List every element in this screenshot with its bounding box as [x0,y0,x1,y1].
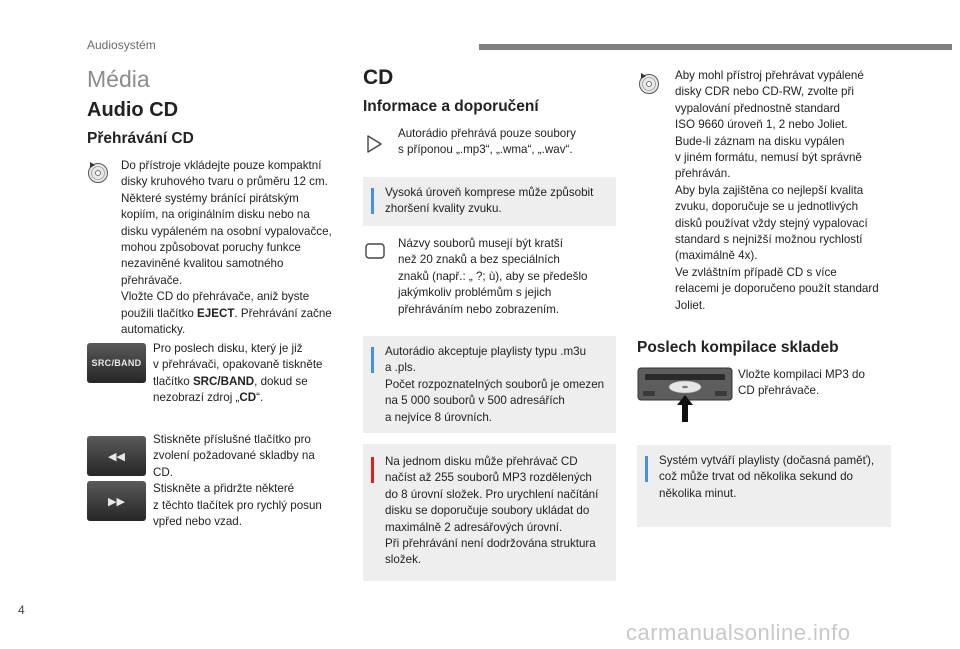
cd-player-icon [637,365,733,423]
info-bar-icon [371,347,374,373]
cd-source-label: CD [239,391,257,405]
system-text: Systém vytváří playlisty (dočasná paměť), což může trvat od několika sekund do několika minut. [659,454,875,500]
compression-info-box [363,177,616,226]
section-header: Audiosystém [87,38,156,52]
header-bar [479,44,952,50]
filenames-text: Názvy souborů musejí být kratší než 20 znaků a bez speciálních znaků (např.: „ ?; ù), aby se předešlo jakýmkoliv problémům s jejich přehráváním nebo zobrazením. [398,237,588,316]
audio-cd-title: Audio CD [87,99,179,121]
compression-text: Vysoká úroveň komprese může způsobit zhoršení kvality zvuku. [385,186,594,216]
disc-icon [87,160,109,184]
play-icon [363,133,385,155]
rewind-icon: ◀◀ [108,450,125,463]
src-text-part3: “. [256,391,264,405]
media-title: Média [87,66,150,92]
rewind-button[interactable] [87,436,146,476]
disc-text-part1: Do přístroje vkládejte pouze kompaktní disky kruhového tvaru o průměru 12 cm. Některé systémy bránící pirátským kopiím, na originálním disku nebo na disku vypáleném na osobní vypalovačce, mohou způsobovat poruchy funkce nezaviněné kvalitou samotného přehrávače. Vložte CD do přehrávače, aniž byste použili tlačítko [121,159,332,320]
warning-bar-icon [371,457,374,483]
note-icon [363,240,387,262]
cd-title: CD [363,66,394,89]
compilation-title: Poslech kompilace skladeb [637,339,839,356]
disc-icon [637,71,661,95]
watermark: carmanualsonline.info [626,620,851,645]
system-info-box [637,445,891,527]
play-files-text: Autorádio přehrává pouze soubory s příponou „.mp3“, „.wma“, „.wav“. [398,127,576,157]
insert-text: Vložte kompilaci MP3 do CD přehrávače. [738,368,865,398]
cdr-text: Aby mohl přístroj přehrávat vypálené disky CDR nebo CD-RW, zvolte při vypalování přednostně standard ISO 9660 úroveň 1, 2 nebo Joliet. Bude-li záznam na disku vypálen v jiném formátu, nemusí být správně přehráván. Aby byla zajištěna co nejlepší kvalita zvuku, doporučuje se u jednotlivých disků používat vždy stejný vypalovací standard s nejnižší možnou rychlostí (maximálně 4x). Ve zvláštním případě CD s více relacemi je doporučeno použít standard Joliet. [675,69,879,312]
playback-title: Přehrávání CD [87,130,194,147]
seek-instructions: Stiskněte příslušné tlačítko pro zvolení požadované skladby na CD. Stiskněte a přidržte některé z těchto tlačítek pro rychlý posun vpřed nebo vzad. [153,433,322,529]
forward-button[interactable] [87,481,146,521]
playlist-info-box [363,336,616,433]
forward-icon: ▶▶ [108,495,125,508]
warning-box [363,444,616,581]
src-text-part2: , dokud se nezobrazí zdroj „ [153,374,308,405]
src-text-part1: Pro poslech disku, který je již v přehrávači, opakovaně tiskněte tlačítko [153,342,323,388]
warning-text: Na jednom disku může přehrávač CD načíst až 255 souborů MP3 rozdělených do 8 úrovní složek. Pro urychlení načítání disku se doporučuje soubory ukládat do maximálně 2 adresářových úrovní. Při přehrávání není dodržována struktura složek. [385,455,599,567]
src-band-bold: SRC/BAND [192,374,255,388]
src-band-button-label: SRC/BAND [91,358,142,368]
page-number: 4 [18,603,25,617]
src-instructions [153,341,353,407]
disc-text-part2: . Přehrávání začne automaticky. [121,306,332,337]
eject-label: EJECT [197,306,235,320]
info-bar-icon [371,188,374,214]
info-title: Informace a doporučení [363,98,539,115]
disc-instructions [121,158,351,338]
playlist-text: Autorádio akceptuje playlisty typu .m3u a .pls. Počet rozpoznatelných souborů je omezen na 5 000 souborů v 500 adresářích a nejvíce 8 úrovních. [385,345,605,424]
info-bar-icon [645,456,648,482]
src-band-button[interactable] [87,343,146,383]
